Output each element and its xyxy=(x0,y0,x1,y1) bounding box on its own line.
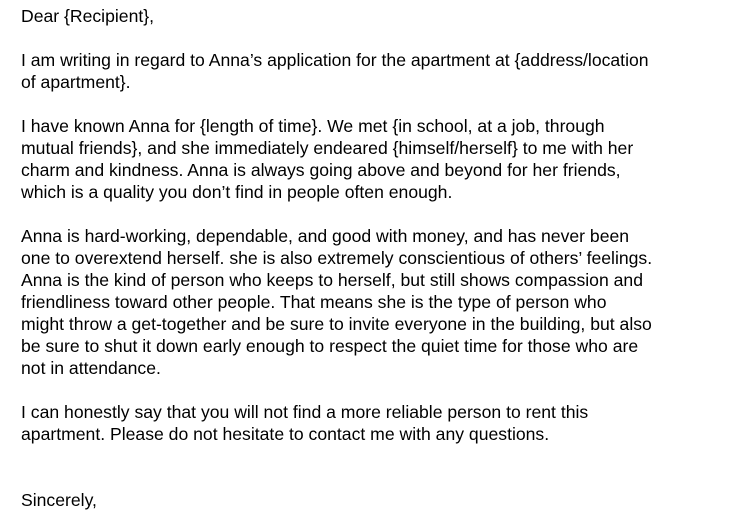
paragraph-spacer xyxy=(21,379,743,401)
paragraph-spacer xyxy=(21,93,743,115)
paragraph-recommendation: I can honestly say that you will not find a more reliable person to rent this apartment. Please do not hesitate to contact me with any questions. xyxy=(21,402,589,444)
letter-body xyxy=(21,5,743,511)
salutation: Dear {Recipient}, xyxy=(21,6,155,26)
closing: Sincerely, xyxy=(21,490,97,510)
closing-spacer xyxy=(21,445,743,489)
paragraph-acquaintance: I have known Anna for {length of time}. We met {in school, at a job, through mutual friends}, and she immediately endeared {himself/herself} to me with her charm and kindness. Anna is always going above and beyond for her friends, which is a quality you don’t find in people often enough. xyxy=(21,116,634,202)
paragraph-spacer xyxy=(21,203,743,225)
paragraph-spacer xyxy=(21,27,743,49)
paragraph-character: Anna is hard-working, dependable, and good with money, and has never been one to overextend herself. she is also extremely conscientious of others’ feelings. Anna is the kind of person who keeps to herself, but still shows compassion and friendliness toward other people. That means she is the type of person who might throw a get-together and be sure to invite everyone in the building, but also be sure to shut it down early enough to respect the quiet time for those who are not in attendance. xyxy=(21,226,653,378)
paragraph-application: I am writing in regard to Anna’s application for the apartment at {address/location of apartment}. xyxy=(21,50,649,92)
